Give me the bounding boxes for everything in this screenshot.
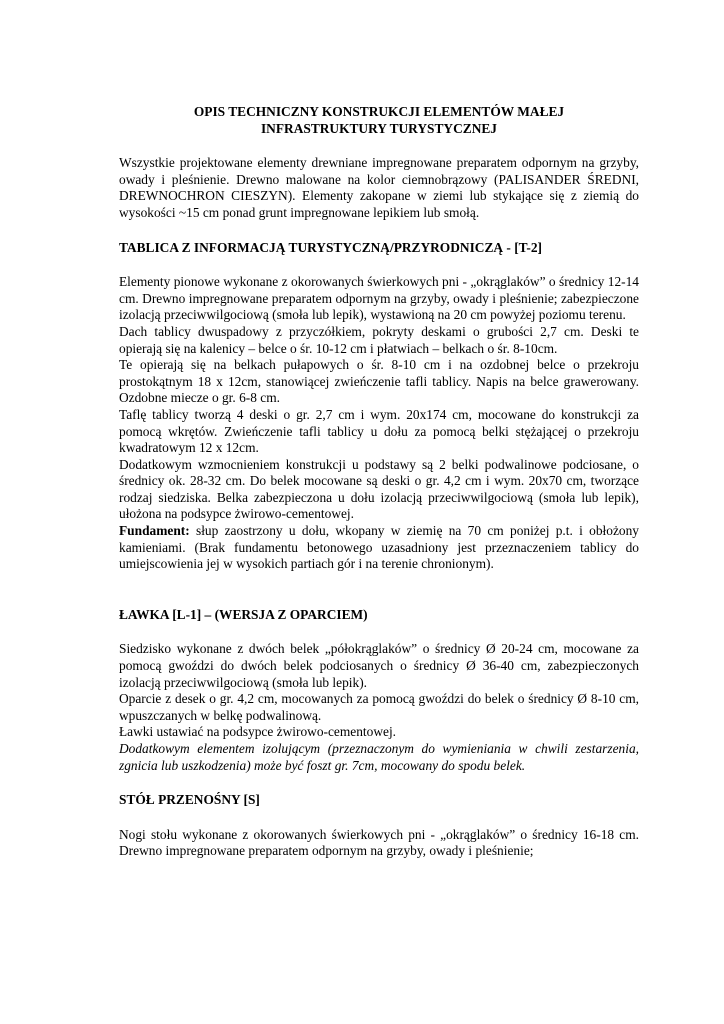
section-spacer [119, 573, 639, 607]
tablica-paragraph-3: Te opierają się na belkach pułapowych o śr. 8-10 cm i na ozdobnej belce o przekroju prostokątnym 18 x 12cm, stanowiącej zwieńczenie tafli tablicy. Napis na belce grawerowany. Ozdobne miecze o gr. 6-8 cm. [119, 357, 639, 406]
lawka-paragraph-4: Dodatkowym elementem izolującym (przeznaczonym do wymieniania w chwili zestarzenia, zgnicia lub uszkodzenia) może być foszt gr. 7cm, mocowany do spodu belek. [119, 741, 639, 773]
intro-section [119, 155, 639, 221]
tablica-paragraph-5: Dodatkowym wzmocnieniem konstrukcji u podstawy są 2 belki podwalinowe podciosane, o średnicy ok. 28-32 cm. Do belek mocowane są deski o gr. 4,2 cm i wym. 20x70 cm, tworzące rodzaj siedziska. Belka zabezpieczona u dołu izolacją przeciwwilgociową (smoła lub lepik), ułożona na podsypce żwirowo-cementowej. [119, 456, 639, 522]
lawka-paragraph-2: Oparcie z desek o gr. 4,2 cm, mocowanych za pomocą gwoździ do belek o średnicy Ø 8-10 cm, wpuszczanych w belkę podwalinową. [119, 691, 639, 723]
stol-paragraph-1: Nogi stołu wykonane z okorowanych świerkowych pni - „okrąglaków” o średnicy 16-18 cm. Drewno impregnowane preparatem odpornym na grzyby, owady i pleśnienie; [119, 826, 639, 859]
section-heading-lawka: ŁAWKA [L-1] – (WERSJA Z OPARCIEM) [119, 606, 368, 622]
title-line-2: INFRASTRUKTURY TURYSTYCZNEJ [260, 120, 498, 136]
tablica-paragraph-fundament [119, 523, 639, 573]
fundament-label: Fundament: [119, 523, 190, 539]
section-heading-tablica: TABLICA Z INFORMACJĄ TURYSTYCZNĄ/PRZYRODNICZĄ - [T-2] [119, 239, 542, 255]
lawka-paragraph-1: Siedzisko wykonane z dwóch belek „półokrąglaków” o średnicy Ø 20-24 cm, mocowane za pomocą gwoździ do dwóch belek podciosanych o średnicy Ø 36-40 cm, zabezpieczonych izolacją przeciwwilgociową (smoła lub lepik). [119, 641, 639, 690]
tablica-paragraph-1: Elementy pionowe wykonane z okorowanych świerkowych pni - „okrąglaków” o średnicy 12-14 cm. Drewno impregnowane preparatem odpornym na grzyby, owady i pleśnienie; zabezpieczone izolacją przeciwwilgociową (smoła lub lepik), wystawioną na 20 cm powyżej poziomu terenu. [119, 274, 639, 323]
document-title [119, 104, 639, 137]
fundament-text: słup zaostrzony u dołu, wkopany w ziemię na 70 cm poniżej p.t. i obłożony kamieniami. (Brak fundamentu betonowego uzasadniony jest przeznaczeniem tablicy do umiejscowienia jej w wysokich partiach gór i na terenie chronionym). [119, 523, 639, 572]
document-page [119, 104, 639, 860]
tablica-paragraph-2: Dach tablicy dwuspadowy z przyczółkiem, pokryty deskami o grubości 2,7 cm. Deski te opierają się na kalenicy – belce o śr. 10-12 cm i płatwiach – belkach o śr. 8-10cm. [119, 323, 639, 356]
section-tablica-body [119, 274, 639, 573]
intro-paragraph: Wszystkie projektowane elementy drewniane impregnowane preparatem odpornym na grzyby, owady i pleśnienie. Drewno malowane na kolor ciemnobrązowy (PALISANDER ŚREDNI, DREWNOCHRON CIESZYN). Elementy zakopane w ziemi lub stykające się z ziemią do wysokości ~15 cm ponad grunt impregnowane lepikiem lub smołą. [119, 155, 639, 220]
section-stol-body [119, 827, 639, 860]
lawka-paragraph-3: Ławki ustawiać na podsypce żwirowo-cementowej. [119, 724, 397, 740]
title-line-1: OPIS TECHNICZNY KONSTRUKCJI ELEMENTÓW MAŁEJ [193, 104, 565, 119]
section-heading-stol: STÓŁ PRZENOŚNY [S] [119, 792, 260, 808]
tablica-paragraph-4: Taflę tablicy tworzą 4 deski o gr. 2,7 cm i wym. 20x174 cm, mocowane do konstrukcji za pomocą wkrętów. Zwieńczenie tafli tablicy u dołu za pomocą belki stężającej o przekroju kwadratowym 12 x 12cm. [119, 406, 639, 456]
section-lawka-body [119, 641, 639, 774]
